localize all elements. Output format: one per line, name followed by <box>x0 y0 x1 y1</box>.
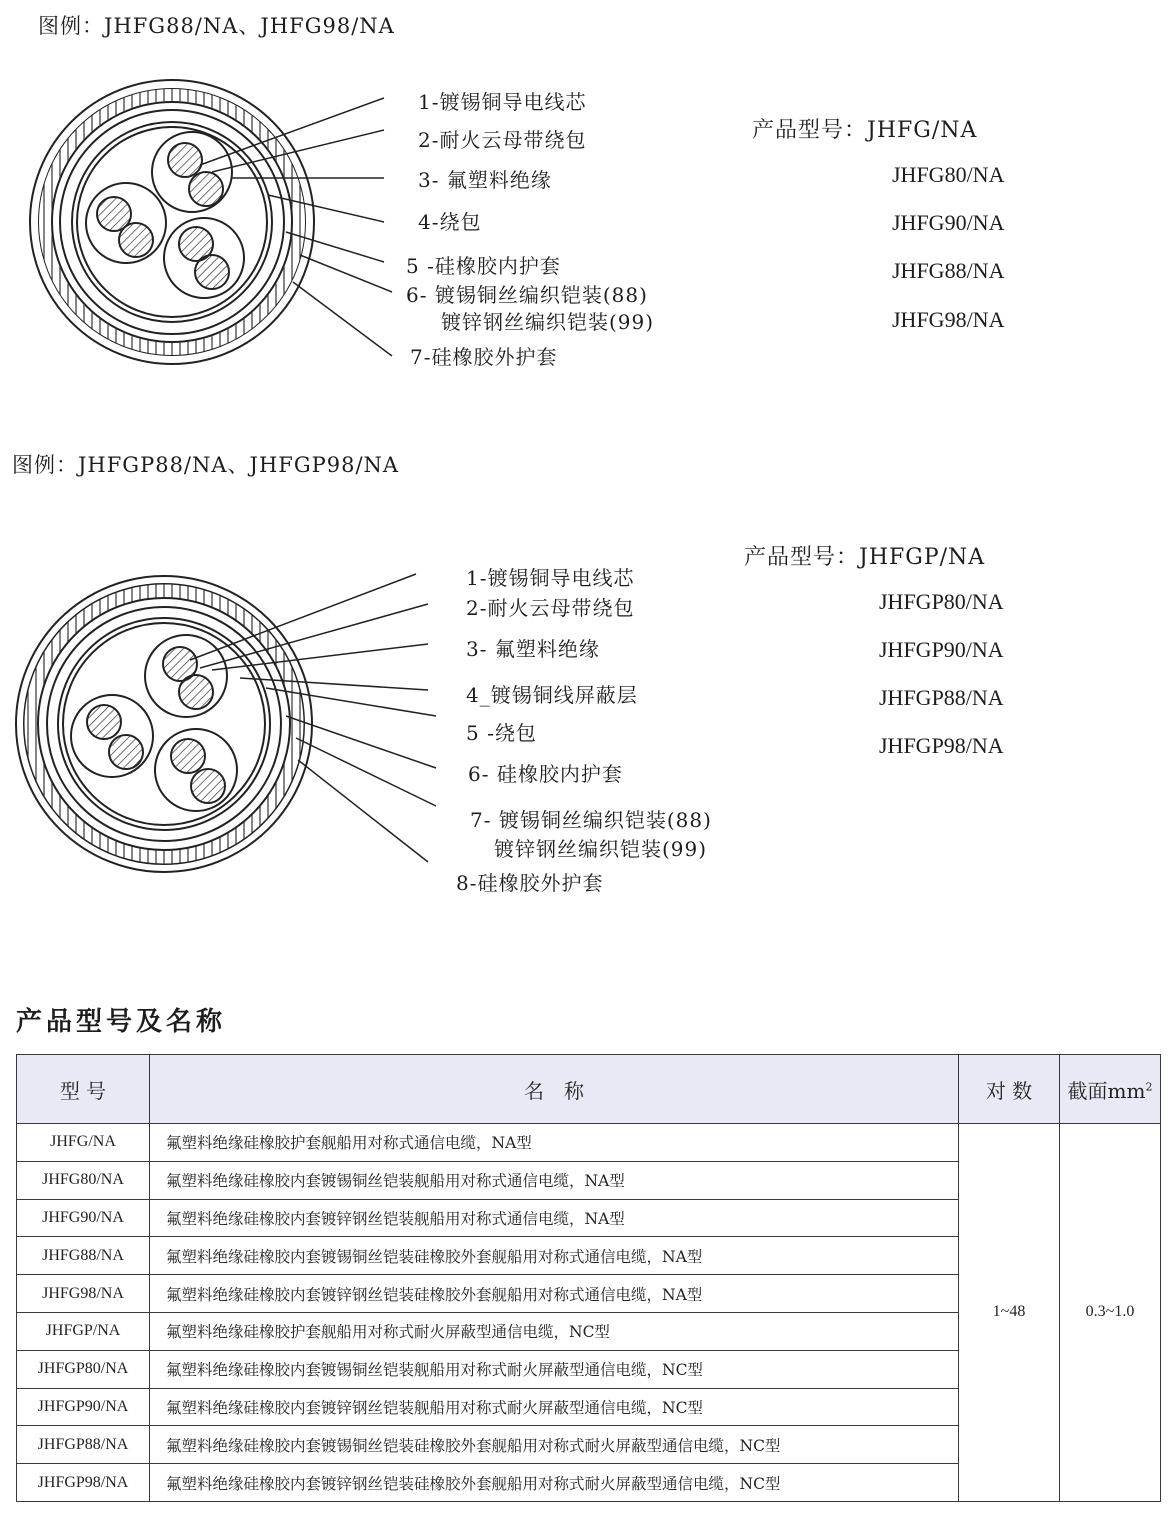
figure2-caption: 图例：JHFGP88/NA、JHFGP98/NA <box>12 453 400 477</box>
row-model: JHFGP88/NA <box>17 1426 150 1464</box>
fig2-label-1: 1-镀锡铜导电线芯 <box>466 566 635 590</box>
row-name: 氟塑料绝缘硅橡胶内套镀锌钢丝铠装舰船用对称式通信电缆，NA型 <box>150 1199 959 1237</box>
fig2-label-5: 5 -绕包 <box>466 721 537 745</box>
figure1-caption: 图例：JHFG88/NA、JHFG98/NA <box>38 14 395 38</box>
fig1-label-4: 4-绕包 <box>418 210 482 234</box>
fig2-model-4: JHFGP98/NA <box>879 733 1004 758</box>
fig2-label-8: 8-硅橡胶外护套 <box>456 871 604 895</box>
header-section-text: 截面mm <box>1067 1078 1146 1103</box>
fig1-model-heading: 产品型号：JHFG/NA <box>752 118 978 143</box>
header-pairs: 对 数 <box>959 1055 1060 1124</box>
fig1-model-1: JHFG80/NA <box>892 162 1005 187</box>
fig1-label-6b: 镀锌钢丝编织铠装(99) <box>441 310 655 334</box>
cable-diagram-1 <box>30 80 314 364</box>
header-model: 型 号 <box>17 1055 150 1124</box>
row-name: 氟塑料绝缘硅橡胶内套镀锡铜丝铠装舰船用对称式通信电缆，NA型 <box>150 1161 959 1199</box>
section-title: 产品型号及名称 <box>16 1007 227 1037</box>
fig1-label-5: 5 -硅橡胶内护套 <box>406 254 561 278</box>
fig2-model-3: JHFGP88/NA <box>879 685 1004 710</box>
fig2-label-4: 4_镀锡铜线屏蔽层 <box>466 683 638 707</box>
product-model-table <box>16 1054 1161 1502</box>
fig2-label-7: 7- 镀锡铜丝编织铠装(88) <box>470 808 712 832</box>
row-model: JHFG80/NA <box>17 1161 150 1199</box>
fig1-label-3: 3- 氟塑料绝缘 <box>418 168 552 192</box>
fig2-model-2: JHFGP90/NA <box>879 637 1004 662</box>
fig1-label-1: 1-镀锡铜导电线芯 <box>418 90 587 114</box>
fig2-label-3: 3- 氟塑料绝缘 <box>466 637 600 661</box>
table-header-row <box>17 1055 1161 1124</box>
row-model: JHFGP80/NA <box>17 1350 150 1388</box>
fig2-label-6: 6- 硅橡胶内护套 <box>468 762 623 786</box>
row-model: JHFGP98/NA <box>17 1464 150 1502</box>
fig1-model-2: JHFG90/NA <box>892 210 1005 235</box>
pairs-cell: 1~48 <box>959 1124 1060 1502</box>
row-name: 氟塑料绝缘硅橡胶内套镀锌钢丝铠装舰船用对称式耐火屏蔽型通信电缆，NC型 <box>150 1388 959 1426</box>
row-name: 氟塑料绝缘硅橡胶护套舰船用对称式耐火屏蔽型通信电缆，NC型 <box>150 1312 959 1350</box>
fig1-label-2: 2-耐火云母带绕包 <box>418 128 587 152</box>
fig1-label-7: 7-硅橡胶外护套 <box>410 345 558 369</box>
row-model: JHFG88/NA <box>17 1237 150 1275</box>
row-model: JHFG90/NA <box>17 1199 150 1237</box>
section-cell: 0.3~1.0 <box>1060 1124 1161 1502</box>
fig2-label-2: 2-耐火云母带绕包 <box>466 596 635 620</box>
cable-diagram-2 <box>16 576 312 872</box>
fig1-model-3: JHFG88/NA <box>892 258 1005 283</box>
row-name: 氟塑料绝缘硅橡胶内套镀锡铜丝铠装舰船用对称式耐火屏蔽型通信电缆，NC型 <box>150 1350 959 1388</box>
row-name: 氟塑料绝缘硅橡胶内套镀锡铜丝铠装硅橡胶外套舰船用对称式耐火屏蔽型通信电缆，NC型 <box>150 1426 959 1464</box>
header-section <box>1060 1055 1161 1124</box>
fig2-model-1: JHFGP80/NA <box>879 589 1004 614</box>
fig1-model-4: JHFG98/NA <box>892 307 1005 332</box>
header-name: 名 称 <box>150 1055 959 1124</box>
fig2-model-heading: 产品型号：JHFGP/NA <box>744 545 986 570</box>
row-model: JHFGP/NA <box>17 1312 150 1350</box>
table-row <box>17 1124 1161 1162</box>
row-model: JHFGP90/NA <box>17 1388 150 1426</box>
row-name: 氟塑料绝缘硅橡胶内套镀锡铜丝铠装硅橡胶外套舰船用对称式通信电缆，NA型 <box>150 1237 959 1275</box>
row-model: JHFG/NA <box>17 1124 150 1162</box>
fig1-label-6: 6- 镀锡铜丝编织铠装(88) <box>406 283 648 307</box>
row-model: JHFG98/NA <box>17 1275 150 1313</box>
row-name: 氟塑料绝缘硅橡胶内套镀锌钢丝铠装硅橡胶外套舰船用对称式耐火屏蔽型通信电缆，NC型 <box>150 1464 959 1502</box>
row-name: 氟塑料绝缘硅橡胶内套镀锌钢丝铠装硅橡胶外套舰船用对称式通信电缆，NA型 <box>150 1275 959 1313</box>
row-name: 氟塑料绝缘硅橡胶护套舰船用对称式通信电缆，NA型 <box>150 1124 959 1162</box>
fig2-label-7b: 镀锌钢丝编织铠装(99) <box>494 837 708 861</box>
header-section-sup: 2 <box>1145 1079 1153 1093</box>
